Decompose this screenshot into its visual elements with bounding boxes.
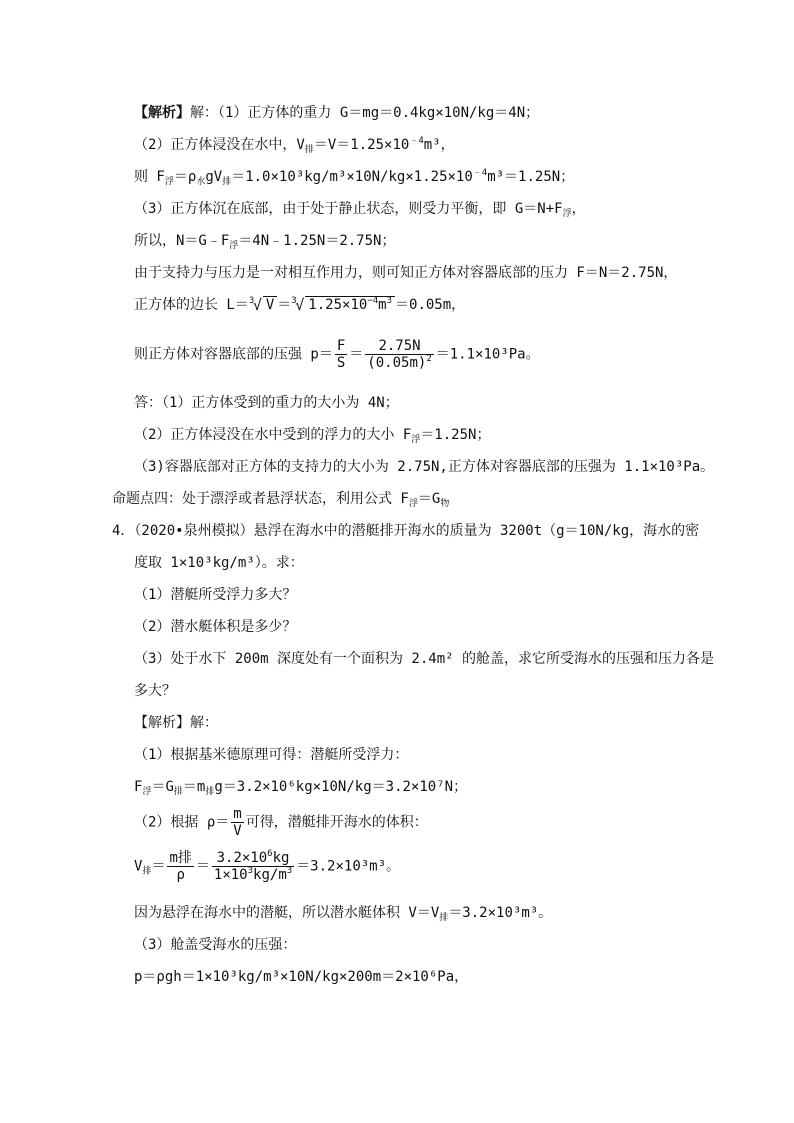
sub-question-2: （2）潜水艇体积是多少？ xyxy=(134,619,297,635)
sub-question-1: （1）潜艇所受浮力多大？ xyxy=(134,587,297,603)
analysis-heading-2: 【解析】解： xyxy=(134,715,218,731)
sub-question-3: （3）处于水下 200m 深度处有一个面积为 2.4m² 的舱盖，求它所受海水的压强和压力各是 xyxy=(134,651,714,667)
solution-line-6: （3）舱盖受海水的压强： xyxy=(134,937,297,953)
radical-icon: √ xyxy=(295,296,305,314)
fraction: $\frac{3.2\times 10^6kg}{1\times 10^3kg/m^3}$ xyxy=(213,849,293,883)
fraction: $\frac{F}{S}$ xyxy=(336,338,346,371)
answer-line-1: 答：（1）正方体受到的重力的大小为 4N； xyxy=(134,395,399,411)
analysis-line-6: 由于支持力与压力是一对相互作用力，则可知正方体对容器底部的压力 F＝N＝2.75N， xyxy=(134,265,678,281)
sub-question-3-cont: 多大？ xyxy=(134,683,176,699)
solution-line-7: p＝ρgh＝1×10³kg/m³×10N/kg×200m＝2×10⁶Pa， xyxy=(134,969,469,985)
topic-heading: 命题点四：处于漂浮或者悬浮状态，利用公式 $F_浮=G_物$ xyxy=(112,491,450,509)
analysis-line-3: 则 $F_浮=\rho_水gV_排=1.0\times 10^3kg/m^3\times 10N/kg\times 1.25\times 10^{﹣4}m^3=1.25N$； xyxy=(134,168,575,187)
fraction: $\frac{\text{m排}}{\rho}$ xyxy=(169,850,192,883)
solution-line-1: （1）根据基米德原理可得：潜艇所受浮力： xyxy=(134,747,409,763)
answer-line-2: （2）正方体浸没在水中受到的浮力的大小 $F_浮=1.25N$； xyxy=(134,427,491,445)
solution-line-5: 因为悬浮在海水中的潜艇，所以潜水艇体积 $V=V_排=3.2\times 10^3m^3$。 xyxy=(134,905,553,923)
solution-line-2: $F_浮=G_排=m_排g=3.2\times 10^6kg\times 10N/kg=3.2\times 10^7N$； xyxy=(134,779,468,797)
analysis-line-4: （3）正方体沉在底部，由于处于静止状态，则受力平衡，即 $G=N+F_浮$， xyxy=(134,201,586,219)
cube-root: 3 √ $1.25\times 10^{-4}m^3$ xyxy=(291,296,395,314)
analysis-line-1: 【解析】解：（1）正方体的重力 G＝mg＝0.4kg×10N/kg＝4N； xyxy=(134,105,540,121)
density-formula: （2）根据 ρ＝ $\frac{m}{V}$ 可得，潜艇排开海水的体积： xyxy=(134,806,428,839)
volume-formula: $V_排=$ $\frac{\text{m排}}{\rho}$ ＝ $\frac{3.2\times 10^6kg}{1\times 10^3kg/m^3}$ ＝3.2×10³m³。 xyxy=(134,849,401,883)
cube-root: 3 √ V xyxy=(249,296,277,314)
radical-icon: √ xyxy=(252,296,262,314)
analysis-line-2: （2）正方体浸没在水中，$V_排=V=1.25\times 10^{﹣4}m^3$， xyxy=(134,136,455,155)
pressure-formula: 则正方体对容器底部的压强 p＝ $\frac{F}{S}$ ＝ $\frac{2.75N}{(0.05m)^2}$ ＝1.1×10³Pa。 xyxy=(134,338,540,371)
edge-length-formula: 正方体的边长 L＝ 3 √ V ＝ 3 √ $1.25\times 10^{-4}m^3 =0.05m$， xyxy=(134,296,466,314)
analysis-line-5: 所以，$N=G﹣F_浮=4N﹣1.25N=2.75N$； xyxy=(134,233,396,251)
fraction: $\frac{2.75N}{(0.05m)^2}$ xyxy=(367,338,432,371)
fraction: $\frac{m}{V}$ xyxy=(233,806,242,839)
answer-line-3: （3)容器底部对正方体的支持力的大小为 2.75N,正方体对容器底部的压强为 1.1×10³Pa。 xyxy=(134,459,715,475)
analysis-tag: 【解析】 xyxy=(134,105,190,121)
question-line-2: 度取 1×10³kg/m³）。求： xyxy=(134,555,304,571)
question-line-1: 4．（2020•泉州模拟）悬浮在海水中的潜艇排开海水的质量为 3200t（g＝10N/kg，海水的密 xyxy=(112,523,700,539)
